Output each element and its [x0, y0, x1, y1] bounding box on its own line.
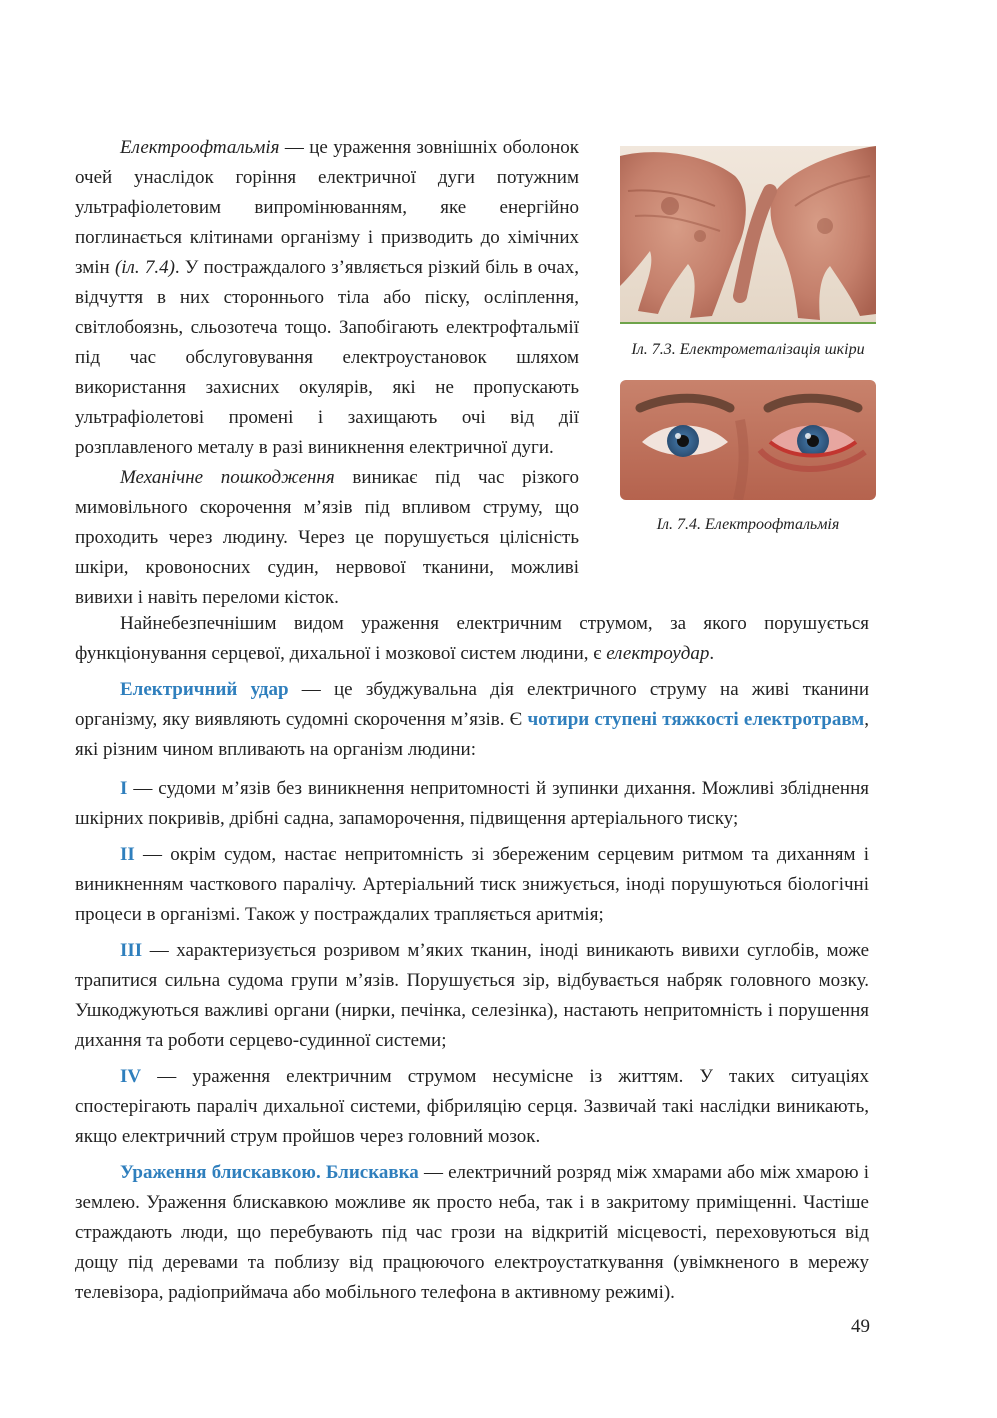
term-electroshock: електроудар: [606, 643, 710, 664]
paragraph-text: — це збуджувальна дія електричного струму на живі тканини організму, яку виявляють судомні скорочення м’язів. Є: [75, 679, 869, 730]
degree-text: — ураження електричним струмом несумісне із життям. У таких ситуаціях спостерігають параліч дихальної системи, фібриляцію серця. Зазвичай такі наслідки виникають, якщо електричний струм пройшов через головний мозок.: [75, 1066, 869, 1147]
paragraph-electric-shock: [75, 675, 869, 765]
paragraph-text: виникає під час різкого мимовільного скорочення м’язів під впливом струму, що проходить через людину. Через це порушується цілісність шкіри, кровоносних судин, нервової тканини, можливі вивихи і навіть переломи кісток.: [75, 467, 579, 608]
degree-number: I: [120, 778, 128, 799]
degree-text: — окрім судом, настає непритомність зі збереженим серцевим ритмом та диханням і виникненням часткового паралічу. Артеріальний тиск знижується, іноді порушуються біологічні процеси в організмі. Також у постраждалих трапляється аритмія;: [75, 844, 869, 925]
paragraph-text: — електричний розряд між хмарами або між хмарою і землею. Ураження блискавкою можливе як просто неба, так і в закритому приміщенні. Частіше страждають люди, що перебувають під час грози на відкритій місцевості, переховуються від дощу під деревами та поблизу від працюючого електроустаткування (увімкненого в мережу телевізора, радіоприймача або мобільного телефона в активному режимі).: [75, 1162, 869, 1303]
paragraph-text: . У постраждалого з’являється різкий біль в очах, відчуття в них стороннього тіла або піску, осліплення, світлобоязнь, сльозотеча тощо. Запобігають електрофтальмії під час обслуговування електроустановок шляхом використання захисних окулярів, які не пропускають ультрафіолетові промені і захищають очі від дії розплавленого металу в разі виникнення електричної дуги.: [75, 257, 579, 458]
degree-number: III: [120, 940, 143, 961]
paragraph-electroshock: [75, 609, 869, 669]
figure-caption-7-4: Іл. 7.4. Електроофтальмія: [656, 516, 840, 533]
figure-reference: (іл. 7.4): [114, 257, 175, 278]
term-mechanical-damage: Механічне пошкодження: [120, 467, 335, 488]
paragraph-text: — це ураження зовнішніх оболонок очей унаслідок горіння електричної дуги потужним ультрафіолетовим випромінюванням, яке енергійно поглинається клітинами організму і призводить до хімічних змін: [75, 137, 579, 278]
paragraph-lightning: [75, 1158, 869, 1308]
figure-caption-7-3: Іл. 7.3. Електрометалізація шкіри: [631, 341, 865, 358]
degree-number: IV: [120, 1066, 142, 1087]
degree-item: [75, 840, 869, 930]
paragraph-mechanical-damage: [75, 463, 579, 613]
term-four-degrees: чотири ступені тяжкості електротравм: [527, 709, 865, 730]
term-lightning: Ураження блискавкою. Блискавка: [120, 1162, 419, 1183]
degree-text: — характеризується розривом м’яких тканин, іноді виникають вивихи суглобів, може трапитися сильна судома групи м’язів. Порушується зір, відбувається набряк головного мозку. Ушкоджуються важливі органи (нирки, печінка, селезінка), настають непритомність і порушення дихання та роботи серцево-судинної системи;: [75, 940, 869, 1051]
paragraph-text: , які різним чином впливають на організм людини:: [75, 709, 869, 760]
paragraph-text: .: [709, 643, 715, 664]
hands-photo-icon: [620, 146, 876, 324]
main-text: [75, 609, 869, 1308]
page-number: 49: [851, 1316, 870, 1337]
paragraph-electroophthalmia: [75, 133, 579, 463]
paragraph-text: Найнебезпечнішим видом ураження електричним струмом, за якого порушується функціонування серцевої, дихальної і мозкової систем людини, є: [75, 613, 869, 664]
term-electroophthalmia: Електроофтальмія: [120, 137, 280, 158]
degree-item: [75, 936, 869, 1056]
left-column: [75, 133, 579, 613]
degree-number: II: [120, 844, 135, 865]
eyes-photo-icon: [620, 380, 876, 500]
degree-text: — судоми м’язів без виникнення непритомності й зупинки дихання. Можливі збліднення шкірних покривів, дрібні садна, запаморочення, підвищення артеріального тиску;: [75, 778, 869, 829]
degree-item: [75, 1062, 869, 1152]
term-electric-shock: Електричний удар: [120, 679, 289, 700]
degree-item: [75, 774, 869, 834]
